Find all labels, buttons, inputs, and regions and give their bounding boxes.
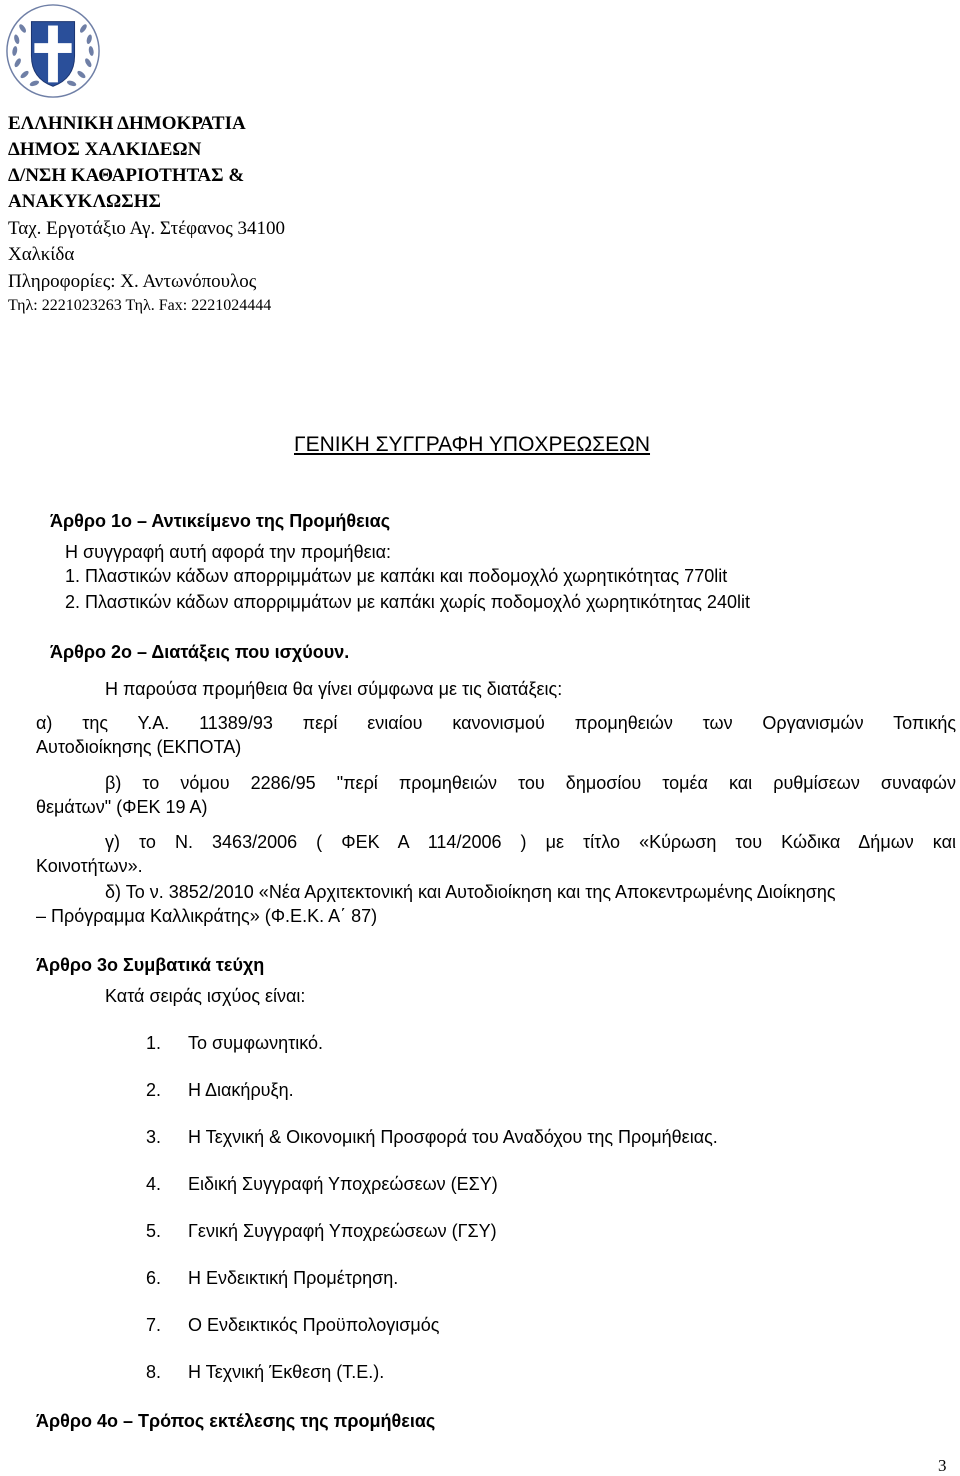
list-item [146,1221,497,1242]
list-item-number: 5. [146,1221,162,1241]
header-city: Χαλκίδα [8,244,75,265]
header-line-municipality: ΔΗΜΟΣ ΧΑΛΚΙΔΕΩΝ [8,139,202,160]
header-line-recycling: ΑΝΑΚΥΚΛΩΣΗΣ [8,191,161,212]
list-item [146,1315,439,1336]
article-1-item-2: 2. Πλαστικών κάδων απορριμμάτων με καπάκι χωρίς ποδομοχλό χωρητικότητας 240lit [65,592,750,612]
article-3-heading: Άρθρο 3ο Συμβατικά τεύχη [36,955,265,975]
list-item-text: Η Τεχνική & Οικονομική Προσφορά του Αναδόχου της Προμήθειας. [188,1127,718,1147]
list-item-number: 6. [146,1268,162,1288]
article-2-clause-d-line1: δ) Το ν. 3852/2010 «Νέα Αρχιτεκτονική και Αυτοδιοίκηση και της Αποκεντρωμένης Διοίκησης [105,882,836,902]
header-line-republic: ΕΛΛΗΝΙΚΗ ΔΗΜΟΚΡΑΤΙΑ [8,113,246,134]
greek-coat-of-arms-icon [4,2,102,100]
list-item-number: 4. [146,1174,162,1194]
article-3-intro: Κατά σειράς ισχύος είναι: [105,986,306,1006]
article-2-clause-a-line1: α) της Υ.Α. 11389/93 περί ενιαίου κανονισμού προμηθειών των Οργανισμών Τοπικής [36,713,956,733]
list-item [146,1033,323,1054]
list-item-number: 8. [146,1362,162,1382]
article-1-heading: Άρθρο 1ο – Αντικείμενο της Προμήθειας [50,511,391,531]
article-2-clause-a-line2: Αυτοδιοίκησης (ΕΚΠΟΤΑ) [36,737,242,757]
list-item-text: Η Ενδεικτική Προμέτρηση. [188,1268,399,1288]
header-line-department: Δ/ΝΣΗ ΚΑΘΑΡΙΟΤΗΤΑΣ & [8,165,245,186]
article-2-clause-b-line2: θεμάτων" (ΦΕΚ 19 Α) [36,797,208,817]
list-item-number: 1. [146,1033,162,1053]
list-item [146,1127,718,1148]
list-item-number: 7. [146,1315,162,1335]
article-4-heading: Άρθρο 4ο – Τρόπος εκτέλεσης της προμήθειας [36,1411,436,1431]
list-item-text: Το συμφωνητικό. [188,1033,323,1053]
article-2-intro: Η παρούσα προμήθεια θα γίνει σύμφωνα με τις διατάξεις: [105,679,563,699]
header-contact-person: Πληροφορίες: Χ. Αντωνόπουλος [8,271,257,292]
article-2-clause-c-line1: γ) το Ν. 3463/2006 ( ΦΕΚ Α 114/2006 ) με τίτλο «Κύρωση του Κώδικα Δήμων και [105,832,956,852]
article-2-heading: Άρθρο 2ο – Διατάξεις που ισχύουν. [50,642,350,662]
article-1-intro: Η συγγραφή αυτή αφορά την προμήθεια: [65,542,392,562]
page-number: 3 [938,1456,947,1475]
header-address-line: Ταχ. Εργοτάξιο Αγ. Στέφανος 34100 [8,218,285,239]
list-item-number: 2. [146,1080,162,1100]
list-item-text: Ειδική Συγγραφή Υποχρεώσεων (ΕΣΥ) [188,1174,498,1194]
list-item [146,1174,498,1195]
article-2-clause-c-line2: Κοινοτήτων». [36,856,143,876]
list-item-text: Η Διακήρυξη. [188,1080,294,1100]
article-2-clause-b-line1: β) το νόμου 2286/95 "περί προμηθειών του δημοσίου τομέα και ρυθμίσεων συναφών [105,773,956,793]
list-item-number: 3. [146,1127,162,1147]
article-2-clause-d-line2: – Πρόγραμμα Καλλικράτης» (Φ.Ε.Κ. Α΄ 87) [36,906,378,926]
header-phones: Τηλ: 2221023263 Τηλ. Fax: 2221024444 [8,297,272,314]
article-1-item-1: 1. Πλαστικών κάδων απορριμμάτων με καπάκι και ποδομοχλό χωρητικότητας 770lit [65,566,728,586]
list-item [146,1362,384,1383]
list-item [146,1268,398,1289]
list-item [146,1080,294,1101]
list-item-text: Γενική Συγγραφή Υποχρεώσεων (ΓΣΥ) [188,1221,497,1241]
list-item-text: Η Τεχνική Έκθεση (Τ.Ε.). [188,1362,385,1382]
list-item-text: Ο Ενδεικτικός Προϋπολογισμός [188,1315,440,1335]
page-title: ΓΕΝΙΚΗ ΣΥΓΓΡΑΦΗ ΥΠΟΧΡΕΩΣΕΩΝ [294,433,651,456]
